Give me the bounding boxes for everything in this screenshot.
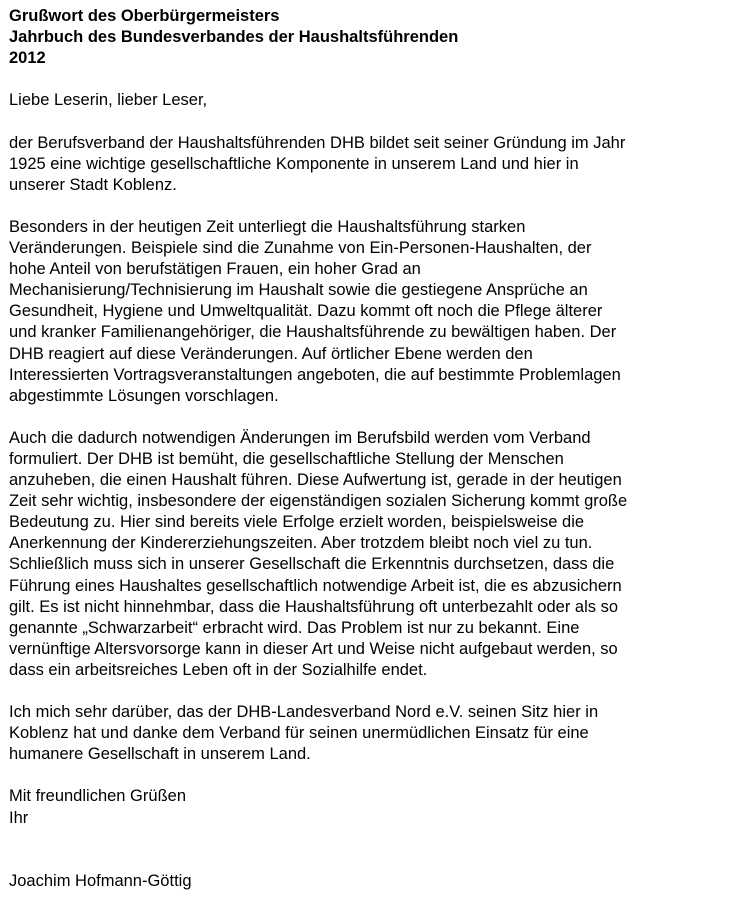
- closing: [9, 786, 734, 828]
- paragraph-line: Anerkennung der Kindererziehungszeiten. Aber trotzdem bleibt noch viel zu tun.: [9, 534, 593, 553]
- paragraph-line: humanere Gesellschaft in unserem Land.: [9, 745, 311, 764]
- paragraph-line: Interessierten Vortragsveranstaltungen angeboten, die auf bestimmte Problemlagen: [9, 365, 621, 384]
- spacer: [9, 69, 734, 90]
- paragraph-line: Führung eines Haushaltes gesellschaftlich notwendige Arbeit ist, die es abzusichern: [9, 576, 622, 595]
- paragraph-line: Zeit sehr wichtig, insbesondere der eigenständigen sozialen Sicherung kommt große: [9, 492, 628, 511]
- paragraph-line: gilt. Es ist nicht hinnehmbar, dass die Haushaltsführung oft unterbezahlt oder als so: [9, 597, 619, 616]
- spacer: [9, 196, 734, 217]
- spacer: [9, 681, 734, 702]
- paragraph-line: unserer Stadt Koblenz.: [9, 175, 177, 194]
- paragraph-1: [9, 133, 734, 196]
- paragraph-2: [9, 217, 734, 407]
- paragraph-line: Bedeutung zu. Hier sind bereits viele Erfolge erzielt worden, beispielsweise die: [9, 513, 585, 532]
- paragraph-line: und kranker Familienangehöriger, die Haushaltsführende zu bewältigen haben. Der: [9, 323, 617, 342]
- paragraph-line: dass ein arbeitsreiches Leben oft in der Sozialhilfe endet.: [9, 660, 428, 679]
- paragraph-line: Veränderungen. Beispiele sind die Zunahme von Ein-Personen-Haushalten, der: [9, 239, 592, 258]
- paragraph-line: der Berufsverband der Haushaltsführenden DHB bildet seit seiner Gründung im Jahr: [9, 133, 626, 152]
- paragraph-line: 1925 eine wichtige gesellschaftliche Komponente in unserem Land und hier in: [9, 154, 579, 173]
- paragraph-line: hohe Anteil von berufstätigen Frauen, ein hoher Grad an: [9, 260, 421, 279]
- header-year: 2012: [9, 49, 46, 68]
- paragraph-4: [9, 702, 734, 765]
- paragraph-line: genannte „Schwarzarbeit“ erbracht wird. Das Problem ist nur zu bekannt. Eine: [9, 618, 580, 637]
- spacer: [9, 407, 734, 428]
- paragraph-line: Mechanisierung/Technisierung im Haushalt sowie die gestiegene Ansprüche an: [9, 281, 588, 300]
- document-header: [9, 6, 734, 69]
- paragraph-line: formuliert. Der DHB ist bemüht, die gesellschaftliche Stellung der Menschen: [9, 449, 564, 468]
- document-page: [9, 6, 734, 892]
- paragraph-line: anzuheben, die einen Haushalt führen. Diese Aufwertung ist, gerade in der heutigen: [9, 471, 622, 490]
- spacer: [9, 850, 734, 871]
- salutation: Liebe Leserin, lieber Leser,: [9, 91, 208, 110]
- signature-name: Joachim Hofmann-Göttig: [9, 871, 192, 890]
- paragraph-line: Schließlich muss sich in unserer Gesellschaft die Erkenntnis durchsetzen, dass die: [9, 555, 615, 574]
- header-subtitle: Jahrbuch des Bundesverbandes der Haushaltsführenden: [9, 28, 459, 47]
- spacer: [9, 111, 734, 132]
- spacer: [9, 765, 734, 786]
- paragraph-line: Besonders in der heutigen Zeit unterliegt die Haushaltsführung starken: [9, 217, 526, 236]
- paragraph-line: abgestimmte Lösungen vorschlagen.: [9, 386, 279, 405]
- paragraph-3: [9, 428, 734, 681]
- paragraph-line: Gesundheit, Hygiene und Umweltqualität. Dazu kommt oft noch die Pflege älterer: [9, 302, 603, 321]
- paragraph-line: Koblenz hat und danke dem Verband für seinen unermüdlichen Einsatz für eine: [9, 724, 589, 743]
- paragraph-line: vernünftige Altersvorsorge kann in dieser Art und Weise nicht aufgebaut werden, so: [9, 639, 618, 658]
- closing-ihr: Ihr: [9, 808, 29, 827]
- paragraph-line: Ich mich sehr darüber, das der DHB-Landesverband Nord e.V. seinen Sitz hier in: [9, 703, 599, 722]
- paragraph-line: DHB reagiert auf diese Veränderungen. Auf örtlicher Ebene werden den: [9, 344, 533, 363]
- closing-greeting: Mit freundlichen Grüßen: [9, 787, 186, 806]
- header-title: Grußwort des Oberbürgermeisters: [9, 7, 280, 25]
- paragraph-line: Auch die dadurch notwendigen Änderungen im Berufsbild werden vom Verband: [9, 428, 591, 447]
- spacer: [9, 829, 734, 850]
